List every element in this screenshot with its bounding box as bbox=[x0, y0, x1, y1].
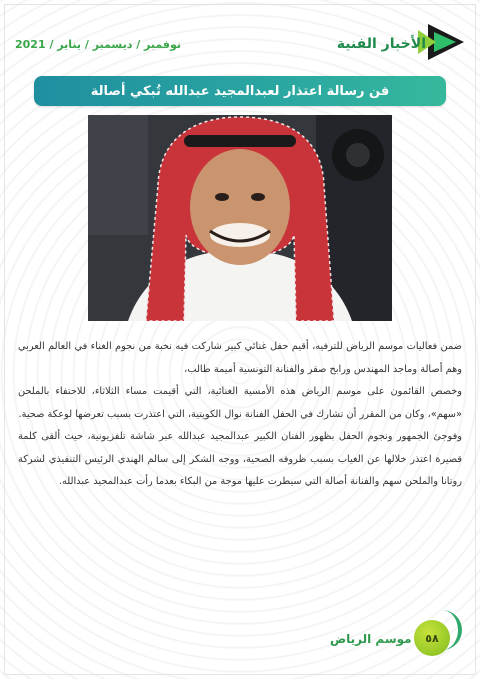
page-number-badge: ٥٨ bbox=[414, 620, 450, 656]
article-paragraph: وخصص القائمون على موسم الرياض هذه الأمسية الغنائية، التي أقيمت مساء الثلاثاء، للاحتفاء بالملحن «سهم»، وكان من المقرر أن تشارك في الحفل الفنانة نوال الكويتية، التي اعتذرت بسبب تعرضها لوعكة صحية. bbox=[18, 386, 462, 420]
article-paragraph: ضمن فعاليات موسم الرياض للترفيه، أقيم حفل غنائي كبير شاركت فيه نخبة من نجوم الغناء في العالم العربي وهم أصالة وماجد المهندس ورابح صقر والفنانة التونسية أميمة طالب، bbox=[18, 341, 462, 375]
article-title: فن رسالة اعتذار لعبدالمجيد عبدالله تُبكي أصالة bbox=[90, 83, 390, 99]
logo-text: الأخبار الفنية bbox=[336, 36, 426, 52]
issue-date: نوفمبر / ديسمبر / يناير / 2021 bbox=[15, 38, 181, 51]
magazine-logo bbox=[336, 22, 466, 62]
footer-brand: موسم الرياض bbox=[330, 632, 412, 646]
article-paragraph: وفوجئ الجمهور ونجوم الحفل بظهور الفنان الكبير عبدالمجيد عبدالله عبر شاشة تلفزيونية، حيث ألقى كلمة قصيرة اعتذر خلالها عن الغياب بسبب ظروفه الصحية، ووجه الشكر إلى سالم الهندي الرئيس التنفيذي لشركة روتانا والملحن سهم والفنانة أصالة التي سيطرت عليها موجة من البكاء بعدما رأت عبدالمجيد عبدالله. bbox=[18, 431, 462, 487]
singer-portrait-image bbox=[88, 115, 392, 321]
title-banner bbox=[34, 76, 446, 106]
article-body bbox=[18, 336, 462, 494]
article-photo bbox=[88, 115, 392, 321]
